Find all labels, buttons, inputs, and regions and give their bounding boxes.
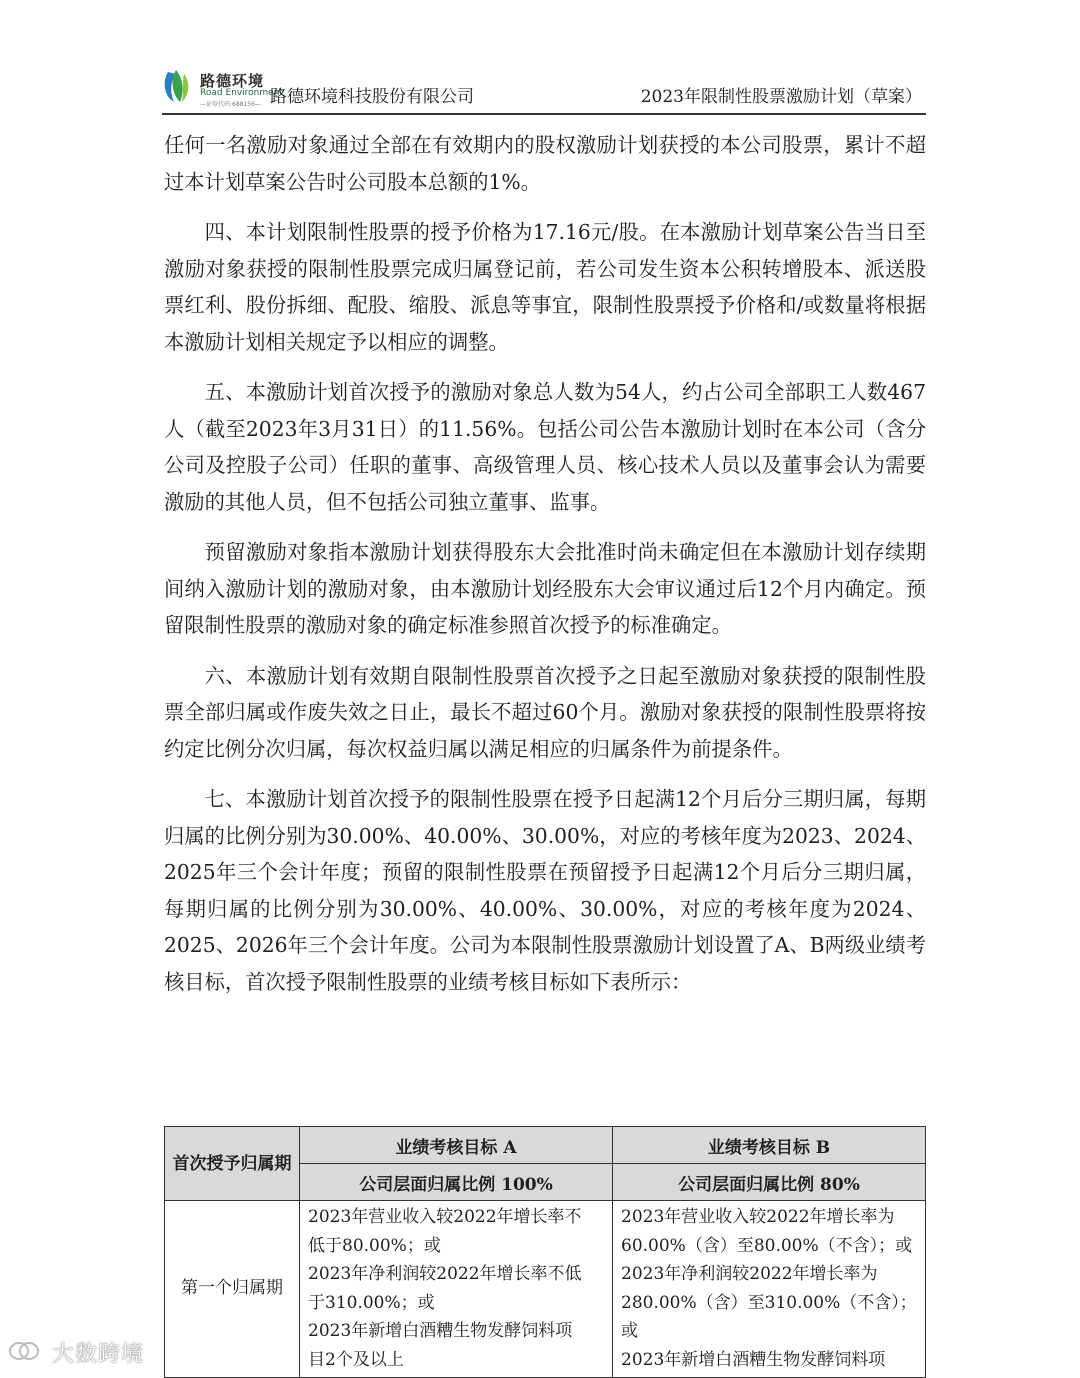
road-environment-logo-icon	[162, 68, 192, 104]
vesting-ratio-b: 公司层面归属比例 80%	[613, 1164, 926, 1201]
target-b-line: 2023年营业收入较2022年增长率为	[621, 1207, 895, 1227]
page-header	[162, 66, 926, 112]
watermark	[8, 1334, 148, 1368]
header-divider	[162, 113, 926, 115]
document-body	[164, 127, 926, 1014]
company-name: 路德环境科技股份有限公司	[270, 87, 474, 107]
document-title: 2023年限制性股票激励计划（草案）	[640, 87, 922, 107]
target-b-cell	[613, 1201, 926, 1378]
target-b-line: 2023年新增白酒糟生物发酵饲料项	[621, 1349, 886, 1370]
column-header-target-b: 业绩考核目标 B	[613, 1127, 926, 1164]
table-header-row	[165, 1127, 926, 1164]
chat-bubble-icon	[8, 1340, 40, 1362]
vesting-ratio-a: 公司层面归属比例 100%	[300, 1164, 613, 1201]
target-a-cell	[300, 1201, 613, 1378]
target-a-line: 2023年营业收入较2022年增长率不	[308, 1207, 582, 1227]
paragraph-validity-period: 六、本激励计划有效期自限制性股票首次授予之日起至激励对象获授的限制性股票全部归属或作废失效之日止，最长不超过60个月。激励对象获授的限制性股票将按约定比例分次归属，每次权益归属以满足相应的归属条件为前提条件。	[164, 663, 926, 761]
column-header-target-a: 业绩考核目标 A	[300, 1127, 613, 1164]
paragraph-incentive-recipients: 五、本激励计划首次授予的激励对象总人数为54人，约占公司全部职工人数467人（截至2023年3月31日）的11.56%。包括公司公告本激励计划时在本公司（含分公司及控股子公司）任职的董事、高级管理人员、核心技术人员以及董事会认为需要激励的其他人员，但不包括公司独立董事、监事。	[164, 380, 926, 514]
performance-target-table	[164, 1126, 926, 1378]
column-header-period: 首次授予归属期	[165, 1127, 300, 1201]
target-b-line: 60.00%（含）至80.00%（不含）；或	[621, 1235, 913, 1256]
target-b-line: 2023年净利润较2022年增长率为	[621, 1264, 878, 1285]
paragraph-continuation: 任何一名激励对象通过全部在有效期内的股权激励计划获授的本公司股票，累计不超过本计划草案公告时公司股本总额的1%。	[164, 133, 926, 194]
company-logo	[162, 68, 283, 108]
logo-text-en: Road Environment	[200, 88, 283, 98]
target-a-line: 2023年新增白酒糟生物发酵饲料项	[308, 1321, 573, 1342]
paragraph-vesting-schedule: 七、本激励计划首次授予的限制性股票在授予日起满12个月后分三期归属，每期归属的比例分别为30.00%、40.00%、30.00%，对应的考核年度为2023、2024、2025年三个会计年度；预留的限制性股票在预留授予日起满12个月后分三期归属，每期归属的比例分别为30.00%、40.00%、30.00%，对应的考核年度为2024、2025、2026年三个会计年度。公司为本限制性股票激励计划设置了A、B两级业绩考核目标，首次授予限制性股票的业绩考核目标如下表所示：	[164, 787, 926, 994]
target-a-line: 2023年净利润较2022年增长率不低	[308, 1264, 582, 1285]
vesting-period-label: 第一个归属期	[165, 1201, 300, 1378]
target-b-line: 或	[621, 1321, 638, 1342]
logo-stock-code: —证券代码:688156—	[200, 101, 261, 108]
watermark-text: 大数跨境	[52, 1342, 145, 1367]
paragraph-grant-price: 四、本计划限制性股票的授予价格为17.16元/股。在本激励计划草案公告当日至激励对象获授的限制性股票完成归属登记前，若公司发生资本公积转增股本、派送股票红利、股份拆细、配股、缩股、派息等事宜，限制性股票授予价格和/或数量将根据本激励计划相关规定予以相应的调整。	[164, 220, 926, 354]
paragraph-reserved-recipients: 预留激励对象指本激励计划获得股东大会批准时尚未确定但在本激励计划存续期间纳入激励计划的激励对象，由本激励计划经股东大会审议通过后12个月内确定。预留限制性股票的激励对象的确定标准参照首次授予的标准确定。	[164, 540, 926, 637]
target-a-line: 于310.00%；或	[308, 1292, 435, 1313]
target-a-line: 低于80.00%；或	[308, 1235, 441, 1256]
target-b-line: 280.00%（含）至310.00%（不含）；	[621, 1292, 917, 1313]
target-a-line: 目2个及以上	[308, 1349, 404, 1370]
table-row	[165, 1201, 926, 1378]
logo-text-cn: 路德环境	[200, 72, 265, 90]
